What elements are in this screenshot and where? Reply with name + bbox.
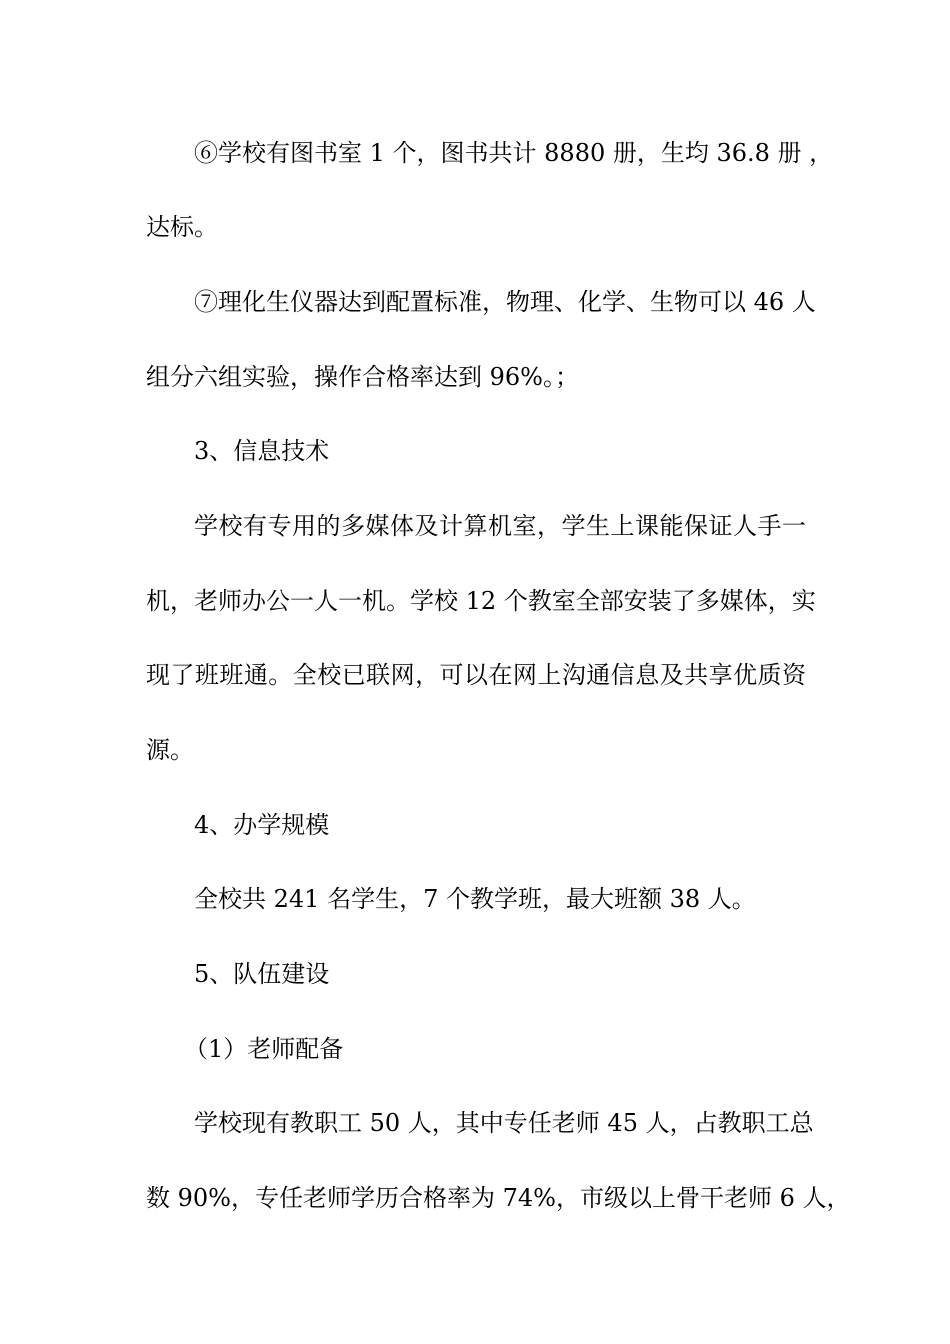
- paragraph-library-line-2: 达标。: [146, 213, 218, 241]
- section-heading-scale: 4、办学规模: [194, 811, 330, 839]
- paragraph-instruments-line-1: ⑦理化生仪器达到配置标准，物理、化学、生物可以 46 人: [194, 288, 816, 316]
- paragraph-it-line-2: 机，老师办公一人一机。学校 12 个教室全部安装了多媒体，实: [146, 587, 816, 615]
- subsection-heading-teachers: （1）老师配备: [184, 1035, 344, 1063]
- paragraph-it-line-4: 源。: [146, 736, 194, 764]
- paragraph-it-line-1: 学校有专用的多媒体及计算机室，学生上课能保证人手一: [194, 512, 806, 540]
- section-heading-it: 3、信息技术: [194, 437, 330, 465]
- paragraph-instruments-line-2: 组分六组实验，操作合格率达到 96%。；: [146, 363, 579, 391]
- paragraph-scale: 全校共 241 名学生，7 个教学班，最大班额 38 人。: [194, 885, 756, 913]
- paragraph-library-line-1: ⑥学校有图书室 1 个，图书共计 8880 册，生均 36.8 册 ，: [194, 139, 834, 167]
- paragraph-teachers-line-1: 学校现有教职工 50 人，其中专任老师 45 人，占教职工总: [194, 1109, 814, 1137]
- paragraph-teachers-line-2: 数 90%，专任老师学历合格率为 74%，市级以上骨干老师 6 人，: [146, 1184, 851, 1212]
- paragraph-it-line-3: 现了班班通。全校已联网，可以在网上沟通信息及共享优质资: [146, 661, 806, 689]
- section-heading-team: 5、队伍建设: [194, 960, 330, 988]
